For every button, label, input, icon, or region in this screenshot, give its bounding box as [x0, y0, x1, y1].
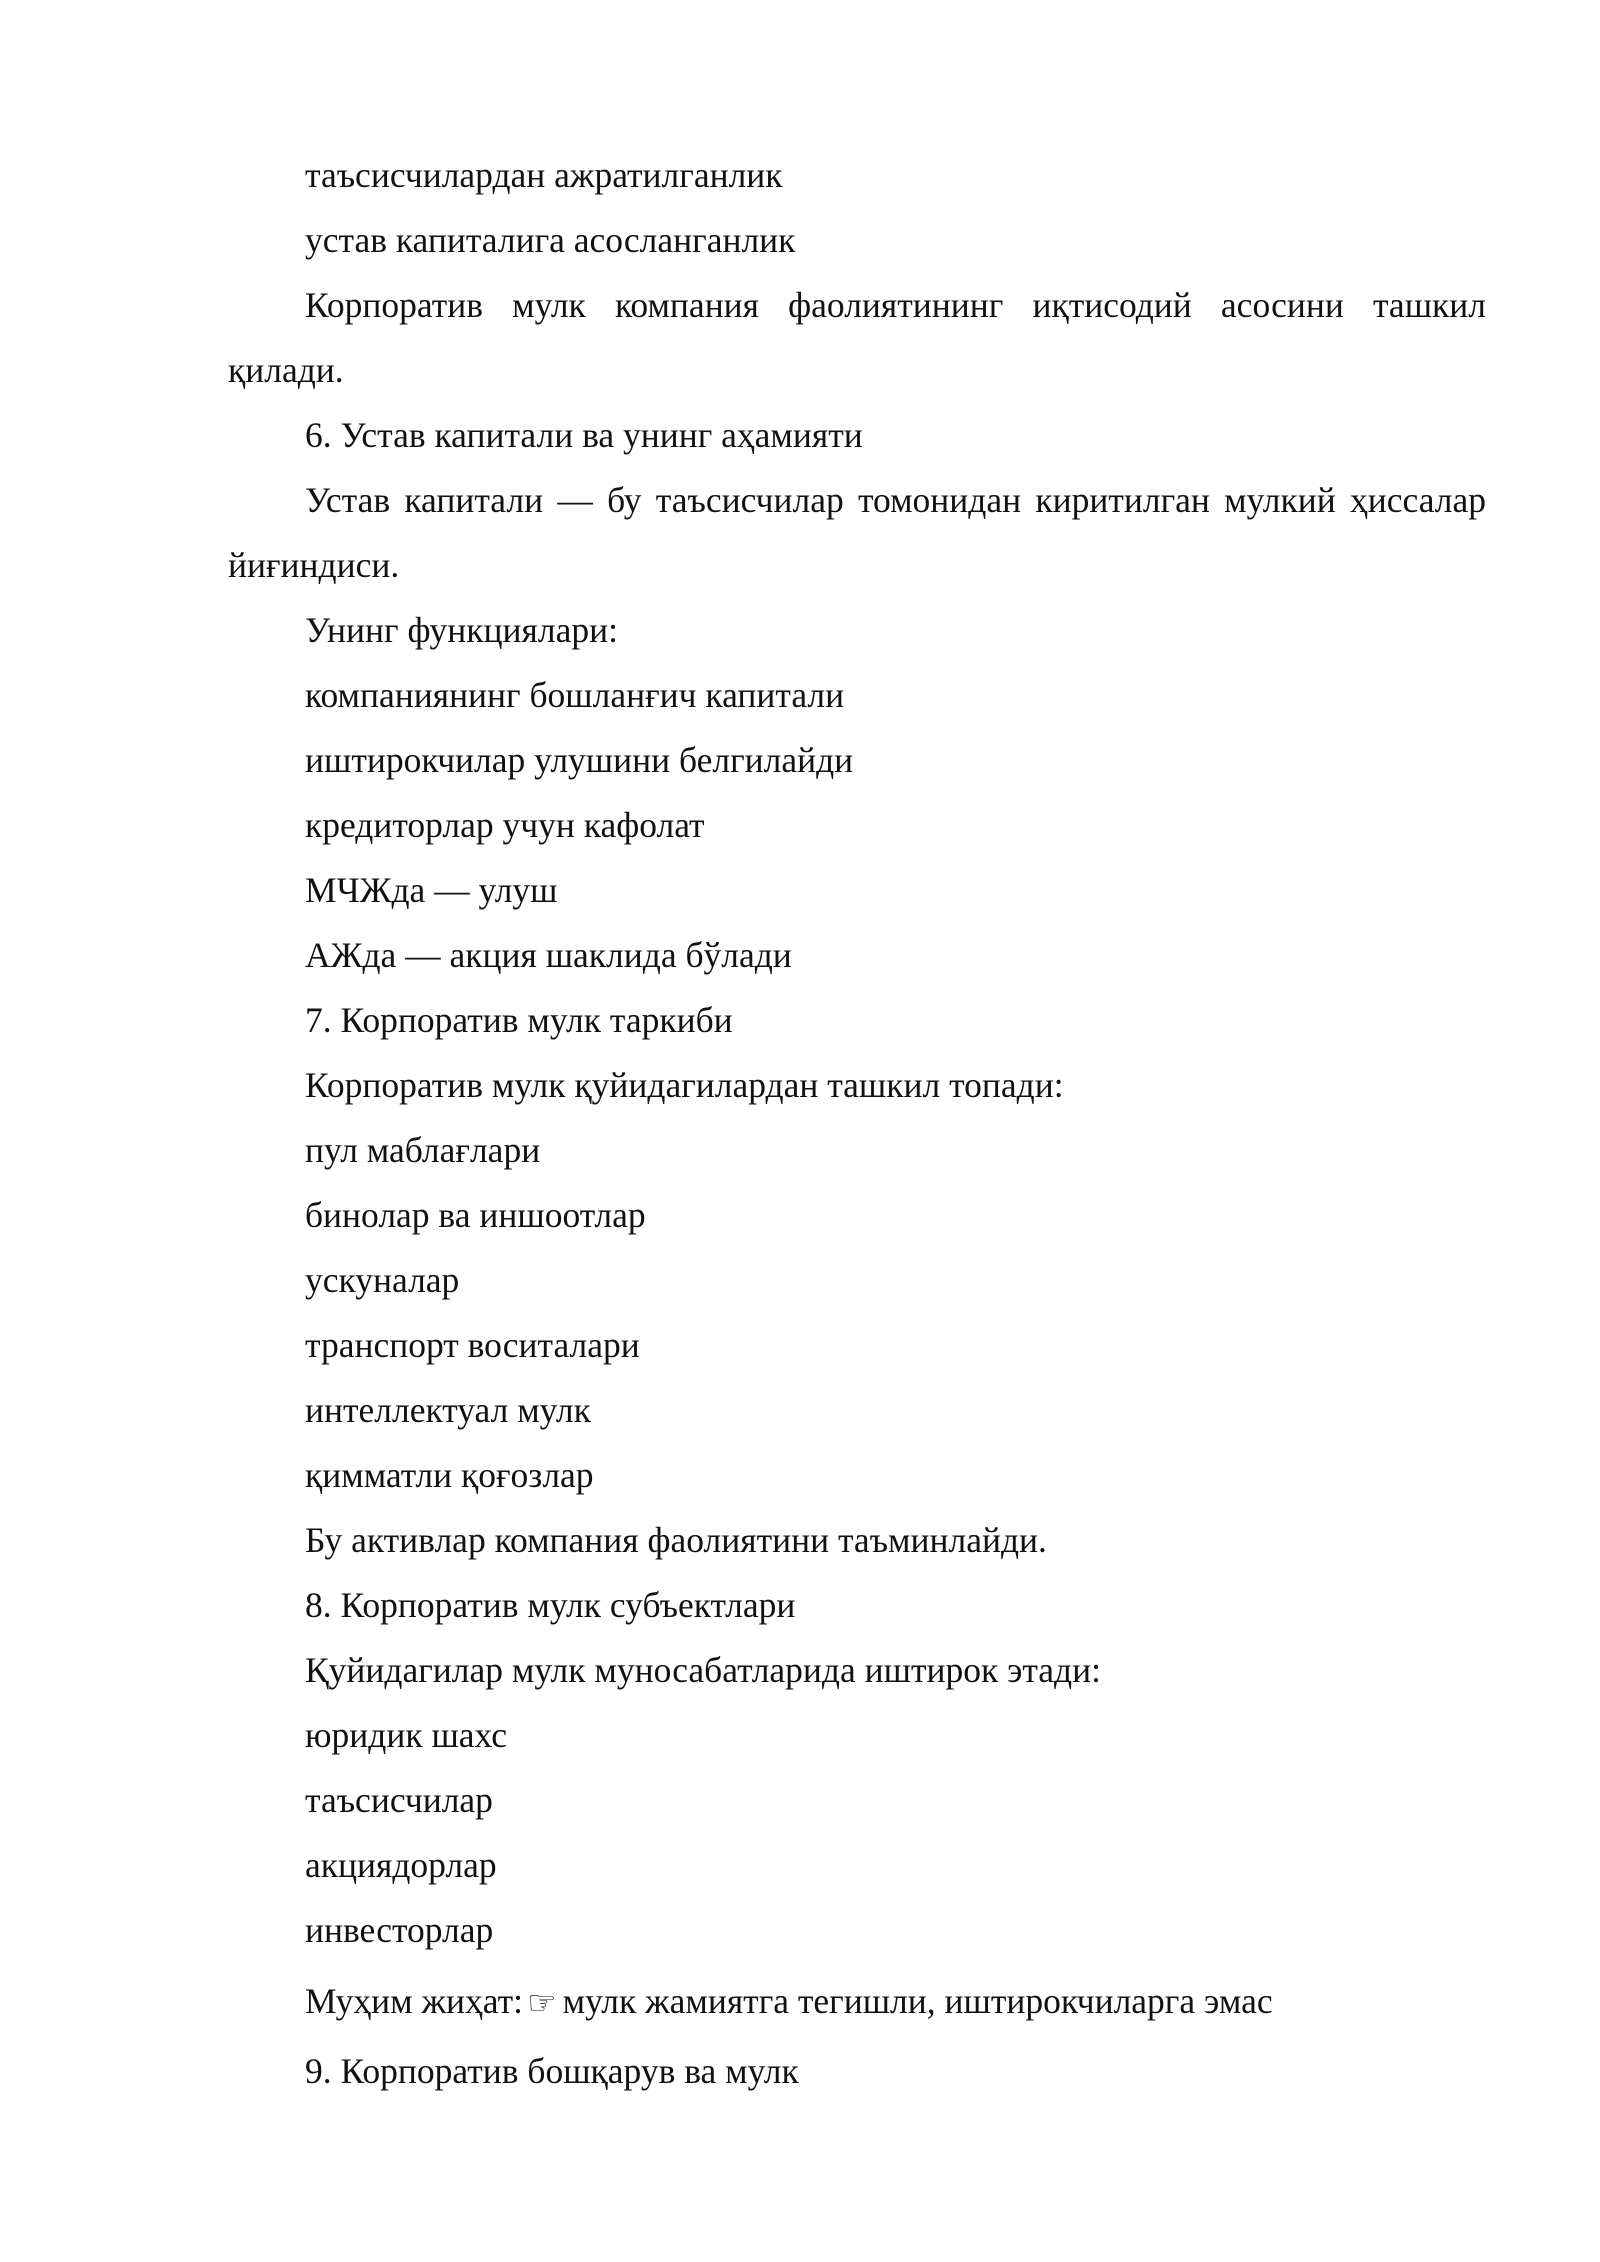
list-item: таъсисчилар — [305, 1780, 493, 1820]
text-line: Бу активлар компания фаолиятини таъминлайди. — [305, 1520, 1047, 1560]
list-item: транспорт воситалари — [305, 1325, 640, 1365]
important-note-label: Муҳим жиҳат: — [305, 1981, 524, 2021]
list-item: МЧЖда — улуш — [305, 870, 558, 910]
text-line: Корпоратив мулк қуйидагилардан ташкил топади: — [305, 1065, 1064, 1105]
section-heading: 8. Корпоратив мулк субъектлари — [305, 1585, 796, 1625]
text-line: Унинг функциялари: — [305, 610, 618, 650]
important-note-text: мулк жамиятга тегишли, иштирокчиларга эмас — [562, 1981, 1273, 2021]
list-item: қимматли қоғозлар — [305, 1455, 594, 1495]
list-item: ускуналар — [305, 1260, 460, 1300]
list-item: кредиторлар учун кафолат — [305, 805, 705, 845]
section-heading: 9. Корпоратив бошқарув ва мулк — [305, 2051, 799, 2091]
text-line: Қуйидагилар мулк муносабатларида иштирок этади: — [305, 1650, 1101, 1690]
list-item: акциядорлар — [305, 1845, 497, 1885]
document-body — [228, 143, 1486, 2104]
paragraph: Корпоратив мулк компания фаолиятининг иқтисодий асосини ташкил қилади. — [228, 285, 1486, 390]
list-item: инвесторлар — [305, 1910, 494, 1950]
list-item: интеллектуал мулк — [305, 1390, 591, 1430]
list-item: иштирокчилар улушини белгилайди — [305, 740, 854, 780]
list-item: АЖда — акция шаклида бўлади — [305, 935, 792, 975]
section-heading: 7. Корпоратив мулк таркиби — [305, 1000, 733, 1040]
text-line: таъсисчилардан ажратилганлик — [305, 155, 783, 195]
paragraph: Устав капитали — бу таъсисчилар томонидан киритилган мулкий ҳиссалар йиғиндиси. — [228, 480, 1486, 585]
list-item: пул маблағлари — [305, 1130, 541, 1170]
important-note — [228, 1963, 1486, 2039]
list-item: бинолар ва иншоотлар — [305, 1195, 646, 1235]
list-item: компаниянинг бошланғич капитали — [305, 675, 845, 715]
text-line: устав капиталига асосланганлик — [305, 220, 796, 260]
pointing-hand-icon: ☞ — [527, 1983, 557, 2022]
list-item: юридик шахс — [305, 1715, 508, 1755]
section-heading: 6. Устав капитали ва унинг аҳамияти — [305, 415, 863, 455]
